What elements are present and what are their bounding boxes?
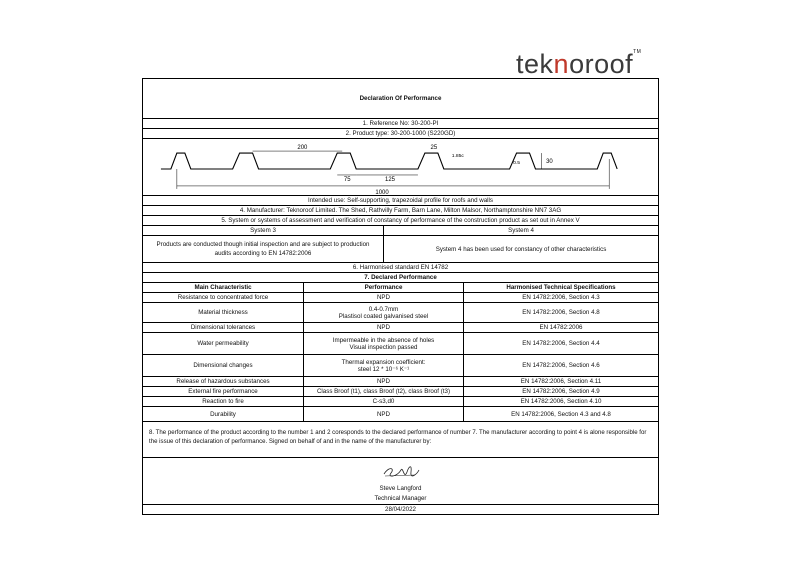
handwritten-signature xyxy=(381,460,421,484)
declared-row: 7. Declared Performance xyxy=(143,273,658,283)
dim-30: 30 xyxy=(546,158,553,165)
row-performance xyxy=(303,387,463,396)
header-characteristic: Main Characteristic xyxy=(194,284,252,291)
perf-line-2: steel 12 * 10⁻⁶ K⁻¹ xyxy=(357,365,410,373)
row-spec: EN 14782:2006, Section 4.11 xyxy=(463,377,658,386)
table-row xyxy=(143,397,658,407)
signature xyxy=(143,460,658,486)
systems-text-row xyxy=(143,236,658,263)
logo-text-a: tek xyxy=(516,49,554,79)
signer-role: Technical Manager xyxy=(374,495,427,502)
perf-line-1: Impermeable in the absence of holes xyxy=(332,336,435,344)
table-header xyxy=(143,283,658,293)
dim-25: 25 xyxy=(430,144,438,151)
dim-1000: 1000 xyxy=(375,189,389,196)
performance-table xyxy=(143,283,658,422)
row-performance xyxy=(303,355,463,376)
dim-75: 75 xyxy=(343,176,351,183)
dim-125: 125 xyxy=(385,176,396,183)
system4-label: System 4 xyxy=(383,226,658,235)
row-characteristic: External fire performance xyxy=(188,388,258,395)
row-characteristic: Reaction to fire xyxy=(202,398,244,405)
row-characteristic: Dimensional changes xyxy=(193,362,253,369)
signing-date: 28/04/2022 xyxy=(385,506,416,513)
row-spec: EN 14782:2006, Section 4.10 xyxy=(463,397,658,406)
table-row xyxy=(143,355,658,377)
systems-label-row xyxy=(143,226,658,236)
row-spec: EN 14782:2006, Section 4.8 xyxy=(463,303,658,322)
row-spec: EN 14782:2006 xyxy=(463,323,658,332)
table-row xyxy=(143,377,658,387)
harmonised-row: 6. Harmonised standard EN 14782 xyxy=(143,263,658,273)
perf-line-1: NPD xyxy=(376,378,391,385)
row-characteristic: Water permeability xyxy=(197,340,249,347)
logo-text-b: n xyxy=(553,49,570,79)
row-performance xyxy=(303,293,463,302)
table-row xyxy=(143,407,658,422)
angle-label: 1.85c xyxy=(451,152,464,159)
row-performance xyxy=(303,397,463,406)
divider xyxy=(143,504,658,505)
system4-text: System 4 has been used for constancy of other characteristics xyxy=(383,236,658,262)
header-specifications: Harmonised Technical Specifications xyxy=(463,283,658,292)
profile-drawing xyxy=(143,139,658,196)
logo-tm: TM xyxy=(633,49,642,55)
row-characteristic: Durability xyxy=(210,410,236,418)
reference-row: 1. Reference No: 30-200-PI xyxy=(143,119,658,129)
table-row xyxy=(143,293,658,303)
table-row xyxy=(143,323,658,333)
row-spec: EN 14782:2006, Section 4.3 and 4.8 xyxy=(463,407,658,421)
systems-heading-row: 5. System or systems of assessment and verification of constancy of performance of the construction product as set out in Annex V xyxy=(143,216,658,226)
doc-title: Declaration Of Performance xyxy=(143,79,658,119)
row-characteristic: Material thickness xyxy=(198,309,248,316)
row-spec: EN 14782:2006, Section 4.9 xyxy=(463,387,658,396)
profile-diagram xyxy=(143,139,658,196)
perf-line-2: Plastisol coated galvanised steel xyxy=(338,312,429,320)
row-characteristic: Dimensional tolerances xyxy=(190,324,256,331)
row-performance xyxy=(303,323,463,332)
system3-text: Products are conducted though initial inspection and are subject to production audits according to EN 14782:2006 xyxy=(156,241,370,257)
perf-line-1: NPD xyxy=(376,294,391,301)
perf-line-1: Thermal expansion coefficient: xyxy=(341,358,426,366)
dim-200: 200 xyxy=(297,144,308,151)
perf-line-2: Visual inspection passed xyxy=(349,343,418,351)
table-row xyxy=(143,303,658,323)
row-characteristic: Release of hazardous substances xyxy=(176,378,270,385)
system3-label: System 3 xyxy=(250,227,276,234)
table-row xyxy=(143,387,658,397)
intended-use-row: Intended use: Self-supporting, trapezoidal profile for roofs and walls xyxy=(143,196,658,206)
header-performance: Performance xyxy=(303,283,463,292)
teknoroof-logo xyxy=(516,49,641,80)
row-performance xyxy=(303,333,463,354)
divider xyxy=(143,457,658,458)
row-spec: EN 14782:2006, Section 4.3 xyxy=(463,293,658,302)
perf-line-1: NPD xyxy=(376,324,391,331)
row-spec: EN 14782:2006, Section 4.6 xyxy=(463,355,658,376)
perf-line-1: 0.4-0.7mm xyxy=(368,305,399,313)
table-row xyxy=(143,333,658,355)
row-performance xyxy=(303,303,463,322)
row-performance xyxy=(303,407,463,421)
row-spec: EN 14782:2006, Section 4.4 xyxy=(463,333,658,354)
logo-text-c: oroof xyxy=(569,49,634,79)
statement: 8. The performance of the product according to the number 1 and 2 coresponds to the declared performance of number 7. The manufacturer according to point 4 is alone responsible for the issue of this declaration of performance. Signed on behalf of and in the name of the manufacturer by: xyxy=(149,429,647,445)
declaration-document xyxy=(142,78,659,515)
perf-line-1: Class Broof (t1), class Broof (t2), class Broof (t3) xyxy=(316,388,451,395)
perf-line-1: C-s3,d0 xyxy=(372,398,395,405)
row-performance xyxy=(303,377,463,386)
signer-name: Steve Langford xyxy=(379,485,422,492)
row-characteristic: Resistance to concentrated force xyxy=(177,294,269,301)
perf-line-1: NPD xyxy=(376,410,391,418)
radius-label: 0.5 xyxy=(513,159,521,166)
product-type-row: 2. Product type: 30-200-1000 (S220GD) xyxy=(143,129,658,139)
manufacturer-row: 4. Manufacturer: Teknoroof Limited. The Shed, Rathvilly Farm, Barn Lane, Milton Malsor, Northamptonshire NN7 3AG xyxy=(143,206,658,216)
